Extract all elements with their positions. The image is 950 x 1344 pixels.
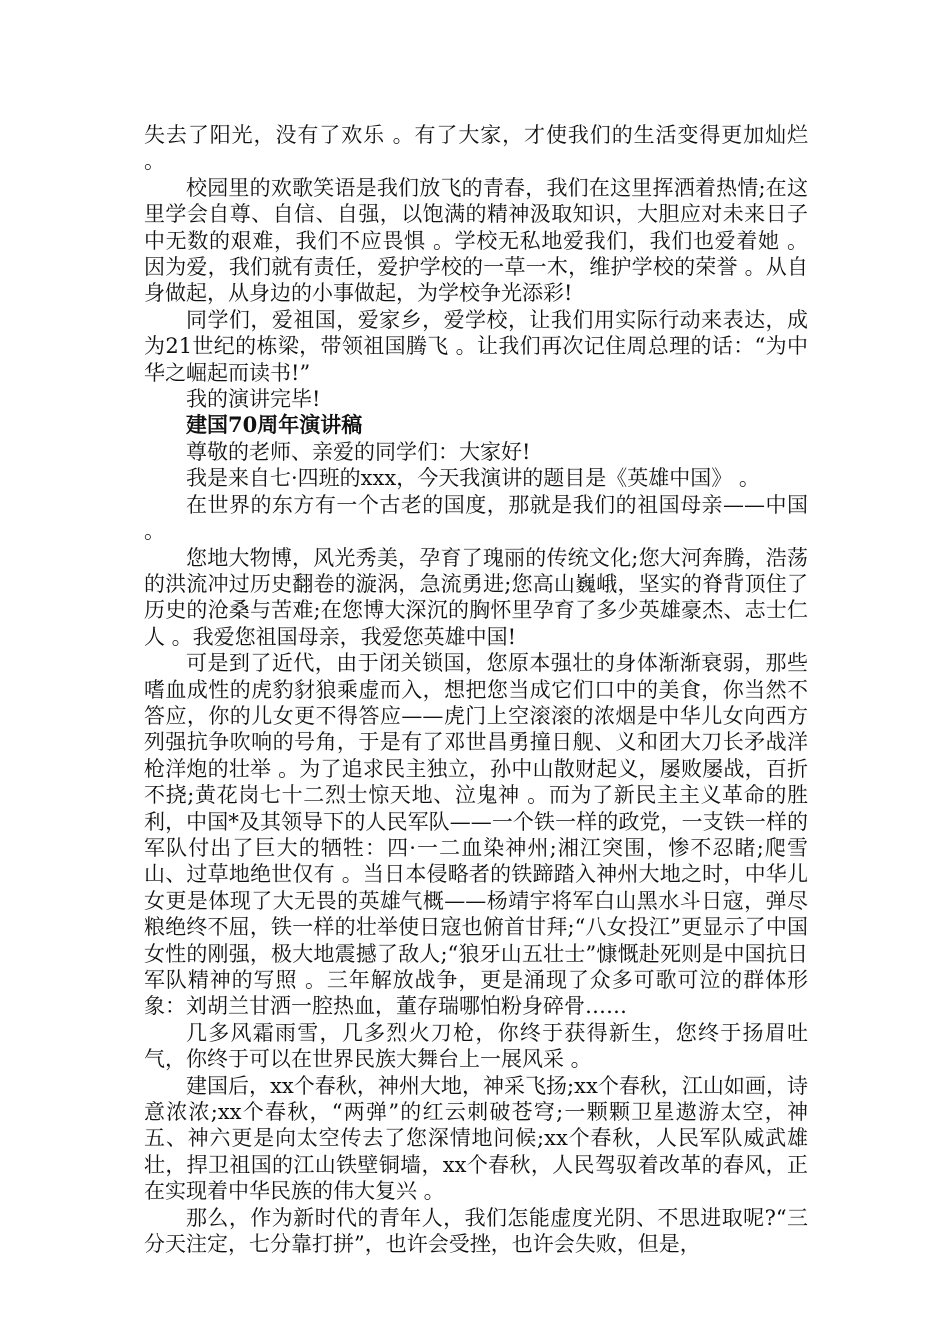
document-page bbox=[144, 122, 808, 1257]
speech-paragraph: 可是到了近代，由于闭关锁国，您原本强壮的身体渐渐衰弱，那些嗜血成性的虎豹豺狼乘虚而入，想把您当成它们口中的美食，你当然不答应，你的儿女更不得答应——虎门上空滚滚的浓烟是中华儿女向西方列强抗争吹响的号角，于是有了邓世昌勇撞日舰、义和团大刀长矛战洋枪洋炮的壮举 。为了追求民主独立，孙中山散财起义，屡败屡战，百折不挠;黄花岗七十二烈士惊天地、泣鬼神 。而为了新民主主义革命的胜利，中国*及其领导下的人民军队——一个铁一样的政党，一支铁一样的军队付出了巨大的牺牲：四·一二血染神州;湘江突围，惨不忍睹;爬雪山、过草地绝世仅有 。当日本侵略者的铁蹄踏入神州大地之时，中华儿女更是体现了大无畏的英雄气概——杨靖宇将军白山黑水斗日寇，弹尽粮绝终不屈，铁一样的壮举使日寇也俯首甘拜;“八女投江”更显示了中国女性的刚强，极大地震撼了敌人;“狼牙山五壮士”慷慨赴死则是中国抗日军队精神的写照 。三年解放战争，更是涌现了众多可歌可泣的群体形象：刘胡兰甘洒一腔热血，董存瑞哪怕粉身碎骨…… bbox=[144, 651, 808, 1019]
speech-paragraph: 那么，作为新时代的青年人，我们怎能虚度光阴、不思进取呢?“三分天注定，七分靠打拼”，也许会受挫，也许会失败，但是， bbox=[144, 1205, 808, 1257]
paragraph-closing: 我的演讲完毕! bbox=[186, 387, 321, 412]
speech-paragraph: 建国后，xx个春秋，神州大地，神采飞扬;xx个春秋，江山如画，诗意浓浓;xx个春秋，“两弹”的红云刺破苍穹;一颗颗卫星遨游太空，神五、神六更是向太空传去了您深情地问候;xx个春秋，人民军队威武雄壮，捍卫祖国的江山铁壁铜墙，xx个春秋，人民驾驭着改革的春风，正在实现着中华民族的伟大复兴 。 bbox=[144, 1073, 808, 1204]
paragraph-classmates: 同学们，爱祖国，爱家乡，爱学校，让我们用实际行动来表达，成为21世纪的栋梁，带领祖国腾飞 。让我们再次记住周总理的话：“为中华之崛起而读书!” bbox=[144, 307, 808, 385]
speech-greeting: 尊敬的老师、亲爱的同学们：大家好! bbox=[186, 439, 531, 464]
section-title: 建国70周年演讲稿 bbox=[186, 412, 363, 438]
speech-intro: 我是来自七·四班的xxx，今天我演讲的题目是《英雄中国》 。 bbox=[186, 466, 760, 491]
paragraph-campus: 校园里的欢歌笑语是我们放飞的青春，我们在这里挥洒着热情;在这里学会自尊、自信、自强，以饱满的精神汲取知识，大胆应对未来日子中无数的艰难，我们不应畏惧 。学校无私地爱我们，我们也爱着她 。因为爱，我们就有责任，爱护学校的一草一木，维护学校的荣誉 。从自身做起，从身边的小事做起，为学校争光添彩! bbox=[144, 175, 808, 306]
speech-paragraph: 在世界的东方有一个古老的国度，那就是我们的祖国母亲——中国 。 bbox=[144, 492, 808, 544]
paragraph-continuation: 失去了阳光，没有了欢乐 。有了大家，才使我们的生活变得更加灿烂 。 bbox=[144, 123, 808, 174]
speech-paragraph: 您地大物博，风光秀美，孕育了瑰丽的传统文化;您大河奔腾，浩荡的洪流冲过历史翻卷的漩涡，急流勇进;您高山巍峨，坚实的脊背顶住了历史的沧桑与苦难;在您博大深沉的胸怀里孕育了多少英雄豪杰、志士仁人 。我爱您祖国母亲，我爱您英雄中国! bbox=[144, 545, 808, 649]
speech-paragraph: 几多风霜雨雪，几多烈火刀枪，你终于获得新生，您终于扬眉吐气，你终于可以在世界民族大舞台上一展风采 。 bbox=[144, 1020, 808, 1072]
